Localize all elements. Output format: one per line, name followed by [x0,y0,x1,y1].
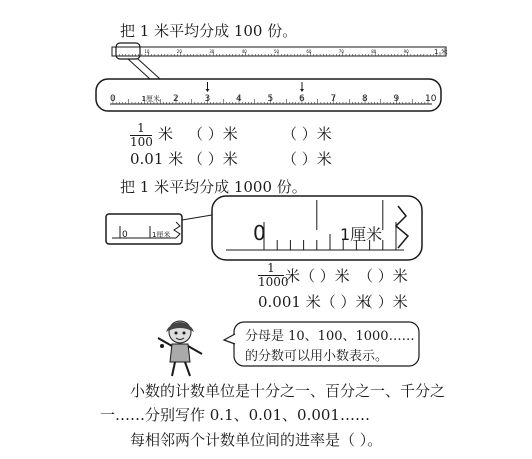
small-box-label: 1厘米 [152,231,171,239]
meter-ruler-figure [0,0,532,120]
small-box-zero: 0 [122,230,128,240]
row3-unit: 米（ ）米 [285,267,350,285]
zoom-tick-label: 10 [425,94,437,104]
summary-line-2: 一……分别写作 0.1、0.01、0.001…… [100,406,370,424]
zoom-tick-label: 2 [173,94,179,104]
fraction-numerator: 1 [267,261,275,275]
cartoon-kid-icon [150,318,210,380]
zoom-tick-label: 7 [330,94,337,104]
zoom-tick-label: 9 [393,94,400,104]
summary-line-1: 小数的计数单位是十分之一、百分之一、千分之 [130,382,446,400]
ruler-tick-label: 10 [144,49,150,54]
fraction-numerator: 1 [137,121,145,135]
bubble-line-2: 的分数可以用小数表示。 [245,349,389,364]
pointer-arrowhead [300,89,304,92]
zoom-tick-label: 1厘米 [141,95,160,103]
ruler-tick-label: 60 [306,49,312,54]
zoom-tick-label: 0 [110,94,116,104]
summary-line-3: 每相邻两个计数单位间的进率是（ ）。 [130,431,383,449]
magnified-ruler [96,79,441,111]
ruler-tick-label: 40 [241,49,247,54]
row1-unit: 米 [158,125,174,143]
fraction-denominator: 1000 [258,275,289,289]
fraction-1-100 [130,122,152,149]
row1-blank-2: （ ）米 [282,125,332,143]
bubble-line-1: 分母是 10、100、1000…… [245,329,415,344]
pointer-arrowhead [206,89,210,92]
row4-blank: （ ）米 [358,293,408,311]
zoom-label: 1厘米 [340,225,383,244]
ruler-tick-label: 50 [274,49,280,54]
row4-value: 0.001 米（ ）米 [258,293,371,311]
zoom-tick-label: 6 [299,94,305,104]
zoom-tick-label: 8 [362,94,368,104]
fraction-1-1000 [258,261,289,289]
zoom-zero: 0 [253,221,266,245]
ruler-end-label: 1 米 [434,48,448,56]
zoom-tick-label: 3 [204,94,211,104]
small-ruler-box [106,214,212,244]
row2-blank-1: （ ）米 [188,150,238,168]
instruction-2: 把 1 米平均分成 1000 份。 [120,178,307,196]
ruler-tick-label: 80 [371,49,377,54]
ruler-tick-label: 70 [338,49,344,54]
row1-blank-1: （ ）米 [188,125,238,143]
millimeter-figure [0,190,532,270]
zoom-highlight [116,43,140,59]
row2-blank-2: （ ）米 [282,150,332,168]
row2-value: 0.01 米 [130,150,184,168]
zoom-bubble [212,196,422,260]
fraction-denominator: 100 [130,135,153,149]
ruler-tick-label: 90 [403,49,409,54]
zoom-tick-label: 4 [236,94,242,104]
row3-blank: （ ）米 [358,267,408,285]
meter-stick [112,43,448,79]
zoom-tick-label: 5 [267,94,274,104]
instruction-1: 把 1 米平均分成 100 份。 [120,22,298,40]
ruler-tick-label: 20 [176,49,182,54]
ruler-tick-label: 30 [209,49,215,54]
